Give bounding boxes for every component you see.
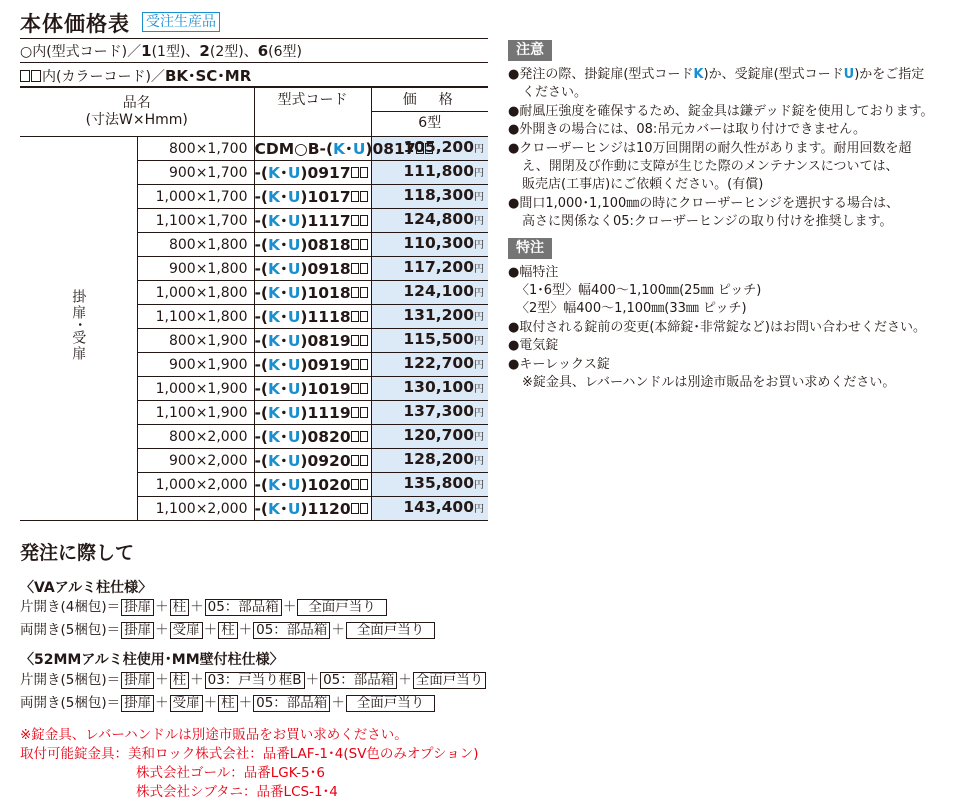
special-keyless-note: ※錠金具、レバーハンドルは別途市販品をお買い求めください。 (522, 375, 896, 390)
code-cell: -(K･U)0920 (254, 449, 371, 473)
special-width-type2: 〈2型〉幅400～1,100㎜(33㎜ ピッチ) (516, 301, 747, 316)
price-cell: 117,200円 (371, 257, 488, 281)
code-cell: -(K･U)1017 (254, 185, 371, 209)
mm-single-row: 片開き(5梱包)＝ 掛扉 ＋ 柱 ＋ 03：戸当り框B ＋ 05：部品箱 ＋ 全面戸当り (20, 671, 487, 691)
box-icon (351, 479, 359, 490)
size-cell: 1,100×1,900 (137, 401, 254, 425)
special-keyless-lock: ●キーレックス錠 (508, 357, 610, 372)
code-cell: -(K･U)1018 (254, 281, 371, 305)
code-cell: -(K･U)0919 (254, 353, 371, 377)
special-lock-change: ●取付される錠前の変更(本締錠･非常錠など)はお問い合わせください。 (508, 320, 926, 335)
mm-spec-title: 〈52MMアルミ柱使用･MM壁付柱仕様〉 (20, 652, 284, 668)
box-icon (360, 503, 368, 514)
special-width: ●幅特注 (508, 265, 559, 280)
table-row (20, 137, 488, 161)
note-5-cont: 高さに関係なく05:クローザーヒンジの取り付けを推奨します。 (522, 214, 893, 229)
compatible-locks-line2: 株式会社ゴール：品番LGK-5･6 (136, 765, 325, 781)
box-icon (351, 215, 359, 226)
code-cell: -(K･U)1020 (254, 473, 371, 497)
box-icon (351, 407, 359, 418)
code-cell: -(K･U)0819 (254, 329, 371, 353)
price-cell: 120,700円 (371, 425, 488, 449)
note-1: ●発注の際、掛錠扉(型式コードK)か、受錠扉(型式コードU)かをご指定 (508, 67, 925, 82)
va-spec-title: 〈VAアルミ柱仕様〉 (20, 580, 153, 596)
box-icon (31, 70, 41, 82)
price-table-body (20, 137, 488, 521)
box-icon (360, 359, 368, 370)
box-icon (351, 431, 359, 442)
box-icon (351, 311, 359, 322)
box-icon (351, 455, 359, 466)
code-cell: -(K･U)1118 (254, 305, 371, 329)
divider (20, 62, 488, 63)
made-to-order-badge: 受注生産品 (142, 12, 220, 32)
box-icon (360, 167, 368, 178)
box-icon (20, 70, 30, 82)
size-cell: 1,000×1,700 (137, 185, 254, 209)
box-icon (360, 383, 368, 394)
price-cell: 111,800円 (371, 161, 488, 185)
lock-warning: ※錠金具、レバーハンドルは別途市販品をお買い求めください。 (20, 727, 408, 743)
size-cell: 1,000×2,000 (137, 473, 254, 497)
price-cell: 115,500円 (371, 329, 488, 353)
box-icon (360, 479, 368, 490)
code-cell: -(K･U)0818 (254, 233, 371, 257)
divider (20, 38, 488, 39)
box-icon (351, 335, 359, 346)
size-cell: 800×1,700 (137, 137, 254, 161)
compatible-locks-line3: 株式会社シブタニ：品番LCS-1･4 (136, 784, 338, 800)
code-cell: -(K･U)1019 (254, 377, 371, 401)
special-width-type16: 〈1･6型〉幅400～1,100㎜(25㎜ ピッチ) (516, 283, 762, 298)
box-icon (360, 311, 368, 322)
box-icon (351, 503, 359, 514)
caution-heading: 注意 (508, 40, 552, 61)
box-icon (360, 263, 368, 274)
price-cell: 122,700円 (371, 353, 488, 377)
size-cell: 1,100×1,800 (137, 305, 254, 329)
size-cell: 800×1,800 (137, 233, 254, 257)
size-cell: 900×1,800 (137, 257, 254, 281)
compatible-locks-line1: 取付可能錠金具：美和ロック株式会社：品番LAF-1･4(SV色のみオプション) (20, 746, 479, 762)
code-cell: -(K･U)0917 (254, 161, 371, 185)
price-cell: 143,400円 (371, 497, 488, 521)
box-icon (360, 335, 368, 346)
mm-double-row: 両開き(5梱包)＝ 掛扉 ＋ 受扉 ＋ 柱 ＋ 05：部品箱 ＋ 全面戸当り (20, 694, 436, 714)
code-cell: -(K･U)1117 (254, 209, 371, 233)
note-2: ●耐風圧強度を確保するため、錠金具は鎌デッド錠を使用しております。 (508, 104, 934, 119)
price-cell: 124,100円 (371, 281, 488, 305)
note-3: ●外開きの場合には、08:吊元カバーは取り付けできません。 (508, 122, 867, 137)
box-icon (351, 191, 359, 202)
color-code-legend: 内(カラーコード)／BK･SC･MR (20, 65, 251, 86)
note-4-cont2: 販売店(工事店)にご依頼ください。(有償) (522, 177, 764, 192)
code-cell: -(K･U)1120 (254, 497, 371, 521)
note-5: ●間口1,000･1,100㎜の時にクローザーヒンジを選択する場合は、 (508, 196, 899, 211)
note-1-cont: ください。 (522, 85, 588, 100)
size-cell: 800×2,000 (137, 425, 254, 449)
price-cell: 130,100円 (371, 377, 488, 401)
box-icon (351, 359, 359, 370)
box-icon (351, 239, 359, 250)
box-icon (360, 455, 368, 466)
column-header-code: 型式コード (254, 87, 371, 137)
size-cell: 1,000×1,800 (137, 281, 254, 305)
column-header-price: 価 格 6型 (371, 87, 488, 137)
price-table (20, 86, 488, 521)
price-cell: 110,300円 (371, 233, 488, 257)
column-header-name: 品名 (寸法W×Hmm) (20, 87, 254, 137)
box-icon (360, 407, 368, 418)
price-cell: 131,200円 (371, 305, 488, 329)
price-cell: 135,800円 (371, 473, 488, 497)
order-section-title: 発注に際して (20, 542, 135, 564)
side-label: 掛扉･受扉 (20, 137, 137, 521)
size-cell: 1,000×1,900 (137, 377, 254, 401)
code-cell: CDM○B-(K･U)0817 (254, 137, 371, 161)
size-cell: 1,100×2,000 (137, 497, 254, 521)
box-icon (351, 263, 359, 274)
size-cell: 900×1,700 (137, 161, 254, 185)
size-cell: 900×2,000 (137, 449, 254, 473)
price-cell: 118,300円 (371, 185, 488, 209)
box-icon (351, 287, 359, 298)
box-icon (351, 383, 359, 394)
box-icon (360, 191, 368, 202)
special-order-heading: 特注 (508, 238, 552, 259)
page-title: 本体価格表 (20, 12, 130, 36)
size-cell: 800×1,900 (137, 329, 254, 353)
va-double-row: 両開き(5梱包)＝ 掛扉 ＋ 受扉 ＋ 柱 ＋ 05：部品箱 ＋ 全面戸当り (20, 621, 436, 641)
note-4-cont: え、開閉及び作動に支障が生じた際のメンテナンスについては、 (522, 159, 899, 174)
va-single-row: 片開き(4梱包)＝ 掛扉 ＋ 柱 ＋ 05：部品箱 ＋ 全面戸当り (20, 598, 388, 618)
price-cell: 128,200円 (371, 449, 488, 473)
box-icon (360, 287, 368, 298)
box-icon (360, 239, 368, 250)
code-cell: -(K･U)1119 (254, 401, 371, 425)
size-cell: 900×1,900 (137, 353, 254, 377)
type-code-legend: ○内(型式コード)／1(1型)、2(2型)、6(6型) (20, 42, 302, 60)
note-4: ●クローザーヒンジは10万回開閉の耐久性があります。耐用回数を超 (508, 141, 912, 156)
box-icon (360, 431, 368, 442)
code-cell: -(K･U)0820 (254, 425, 371, 449)
size-cell: 1,100×1,700 (137, 209, 254, 233)
box-icon (351, 167, 359, 178)
box-icon (360, 215, 368, 226)
price-cell: 124,800円 (371, 209, 488, 233)
price-cell: 105,200円 (371, 137, 488, 161)
code-cell: -(K･U)0918 (254, 257, 371, 281)
special-electric-lock: ●電気錠 (508, 338, 559, 353)
price-cell: 137,300円 (371, 401, 488, 425)
